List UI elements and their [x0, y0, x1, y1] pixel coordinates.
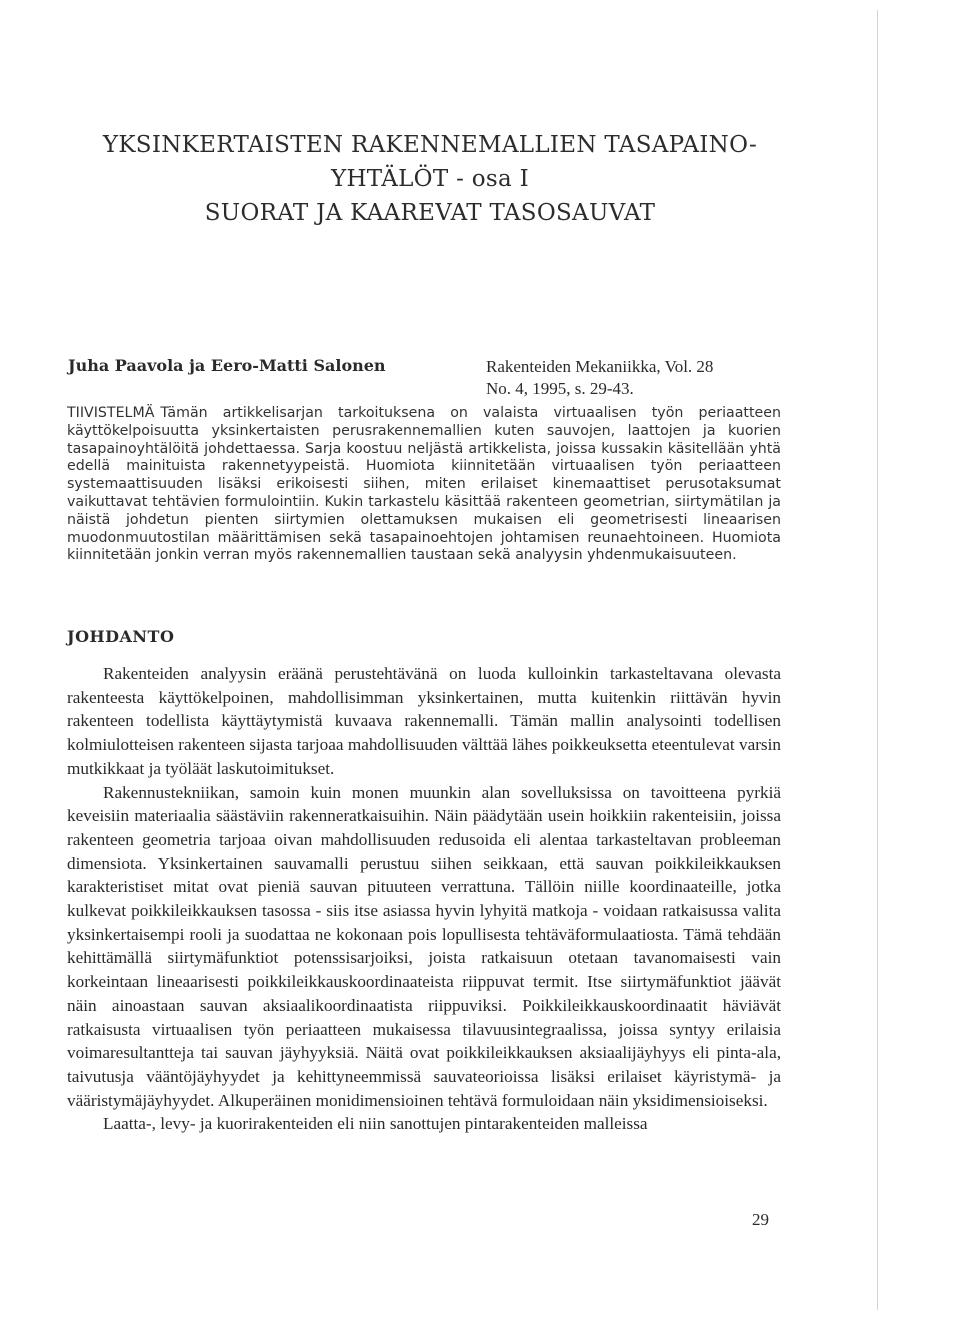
paragraph: Rakennustekniikan, samoin kuin monen muunkin alan sovelluksissa on tavoitteena pyrkiä keveisiin materiaalia säästäviin rakenneratkaisuihin. Näin päädytään usein hoikkiin rakenteisiin, joissa rakenteen geometria tarjoaa oivan mahdollisuuden redusoida eli alentaa tarkasteltavan probleeman dimensiota. Yksinkertainen sauvamalli perustuu siihen seikkaan, että sauvan poikkileikkauksen karakteristiset mitat ovat pieniä sauvan pituuteen verrattuna. Tällöin niille koordinaateille, jotka kulkevat poikkileikkauksen tasossa - siis itse asiassa hyvin lyhyitä matkoja - voidaan ratkaisussa valita yksinkertaisempi rooli ja suodattaa ne kokonaan pois lopullisesta tehtäväformulaatiosta. Tämä tehdään kehittämällä siirtymäfunktiot potenssisarjoiksi, joista ratkaisuun otetaan tavanomaisesti vain korkeintaan lineaarisesti poikkileikkauskoordinaateista riippuvat termit. Itse siirtymäfunktiot jäävät näin ainoastaan sauvan aksiaalikoordinaatista riippuviksi. Poikkileikkauskoordinaatit häviävät ratkaisusta virtuaalisen työn periaatteen mukaisessa tilavuusintegraalissa, joissa syntyy erilaisia voimaresultantteja tai sauvan jäyhyyksiä. Näitä ovat poikkileikkauksen aksiaalijäyhyys eli pinta-ala, taivutusja vääntöjäyhyydet ja kehittyneemmissä sauvateorioissa lisäksi erilaiset käyristymä- ja vääristymäjäyhyydet. Alkuperäinen monidimensioinen tehtävä formuloidaan näin yksidimensioiseksi. [67, 782, 781, 1110]
title-line-3: SUORAT JA KAAREVAT TASOSAUVAT [204, 200, 656, 226]
paragraph: Rakenteiden analyysin eräänä perustehtävänä on luoda kulloinkin tarkasteltavana olevasta rakenteesta käyttökelpoinen, mahdollisimman yksinkertainen, mutta kuitenkin riittävän hyvin rakenteen todellista käyttäytymistä kuvaava rakennemalli. Tämän mallin analysointi todellisen kolmiulotteisen rakenteen sijasta tarjoaa mahdollisuuden välttää lähes poikkeuksetta eteentulevat varsin mutkikkaat ja työläät laskutoimitukset. [67, 664, 781, 778]
authors: Juha Paavola ja Eero-Matti Salonen [68, 356, 386, 375]
abstract [67, 405, 781, 565]
abstract-label: TIIVISTELMÄ [67, 405, 155, 421]
article-title [70, 128, 790, 230]
title-line-2: YHTÄLÖT - osa I [330, 166, 530, 192]
page-number: 29 [752, 1210, 769, 1229]
body-text [67, 662, 781, 1136]
abstract-text: Tämän artikkelisarjan tarkoituksena on valaista virtuaalisen työn periaatteen käyttökelpoisuutta yksinkertaisten perusrakennemallien kuten sauvojen, laattojen ja kuorien tasapainoyhtälöitä johdettaessa. Sarja koostuu neljästä artikkelista, joissa kussakin käsitellään yhtä edellä mainituista rakennetyypeistä. Huomiota kiinnitetään virtuaalisen työn periaatteen systemaattisuuden lisäksi erikoisesti siihen, miten erilaiset kinemaattiset perusotaksumat vaikuttavat tehtävien formulointiin. Kukin tarkastelu käsittää rakenteen geometrian, siirtymätilan ja näistä johdetun pienten siirtymien olettamuksen mukaisen eli geometrisesti lineaarisen muodonmuutostilan määrittämisen sekä tasapainoehtojen johtamisen reunaehtoineen. Huomiota kiinnitetään jonkin verran myös rakennemallien taustaan sekä analyysin yhdenmukaisuuteen. [67, 405, 781, 564]
section-heading: JOHDANTO [67, 627, 175, 646]
page-edge-line [877, 10, 878, 1310]
paragraph: Laatta-, levy- ja kuorirakenteiden eli niin sanottujen pintarakenteiden malleissa [103, 1114, 648, 1134]
citation [486, 356, 780, 400]
citation-line-1: Rakenteiden Mekaniikka, Vol. 28 [486, 357, 714, 376]
citation-line-2: No. 4, 1995, s. 29-43. [486, 379, 634, 398]
title-line-1: YKSINKERTAISTEN RAKENNEMALLIEN TASAPAINO- [102, 132, 758, 158]
